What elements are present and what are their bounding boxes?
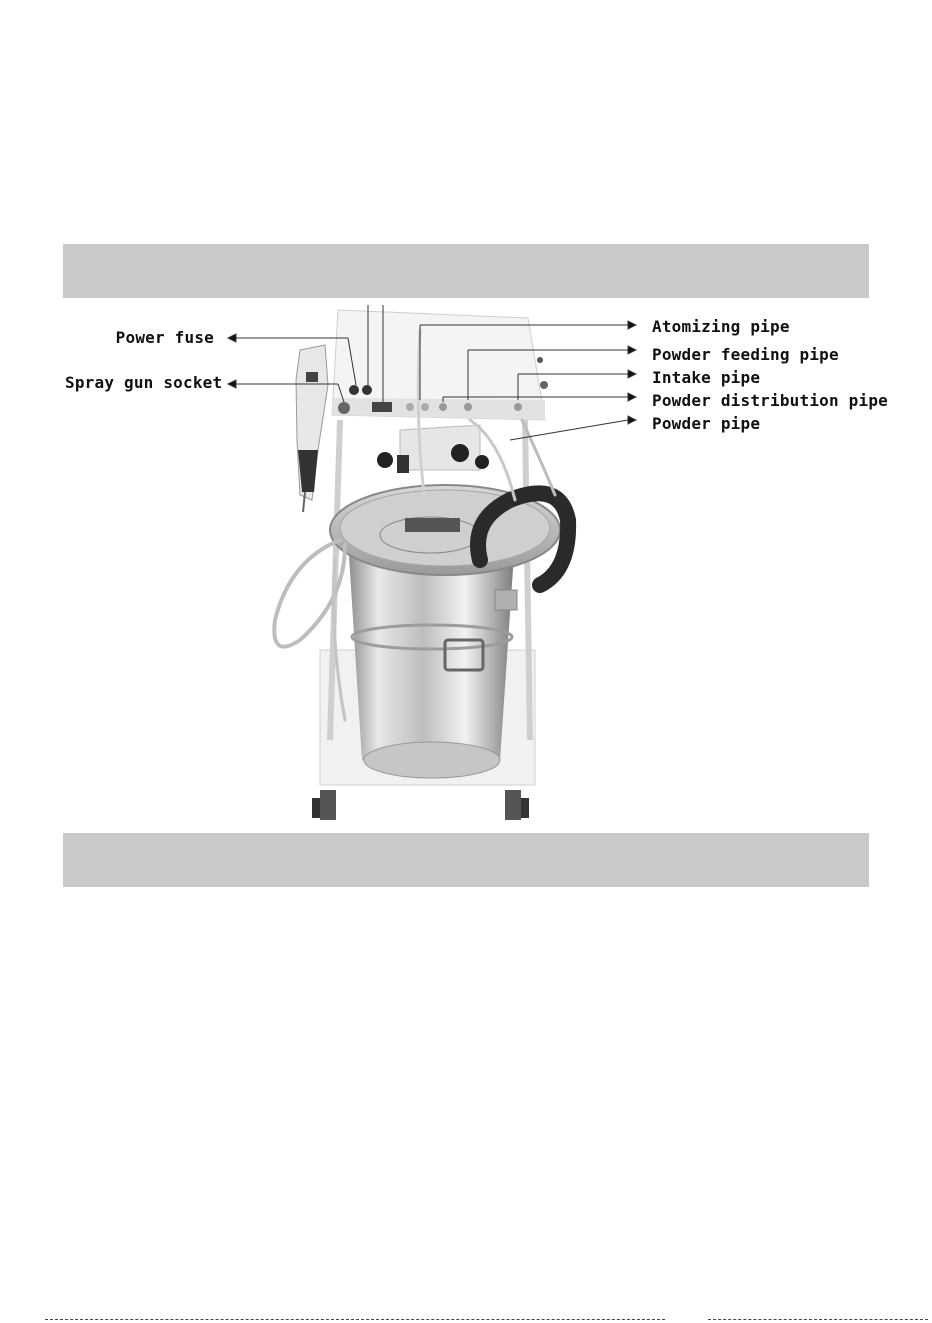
footer-divider bbox=[45, 1319, 665, 1321]
footer-band bbox=[63, 833, 869, 887]
callout-powder-feeding-pipe: Powder feeding pipe bbox=[652, 345, 839, 364]
callout-powder-distribution-pipe: Powder distribution pipe bbox=[652, 391, 888, 410]
callout-spray-gun-socket: Spray gun socket bbox=[65, 373, 223, 392]
header-band bbox=[63, 244, 869, 298]
callout-power-fuse: Power fuse bbox=[115, 328, 214, 347]
control-box bbox=[332, 310, 548, 420]
valve-bracket bbox=[377, 425, 489, 473]
callout-atomizing-pipe: Atomizing pipe bbox=[652, 317, 790, 336]
spray-gun bbox=[296, 345, 328, 512]
callout-powder-pipe: Powder pipe bbox=[652, 414, 761, 433]
footer-divider-right bbox=[708, 1319, 928, 1321]
callout-intake-pipe: Intake pipe bbox=[652, 368, 761, 387]
